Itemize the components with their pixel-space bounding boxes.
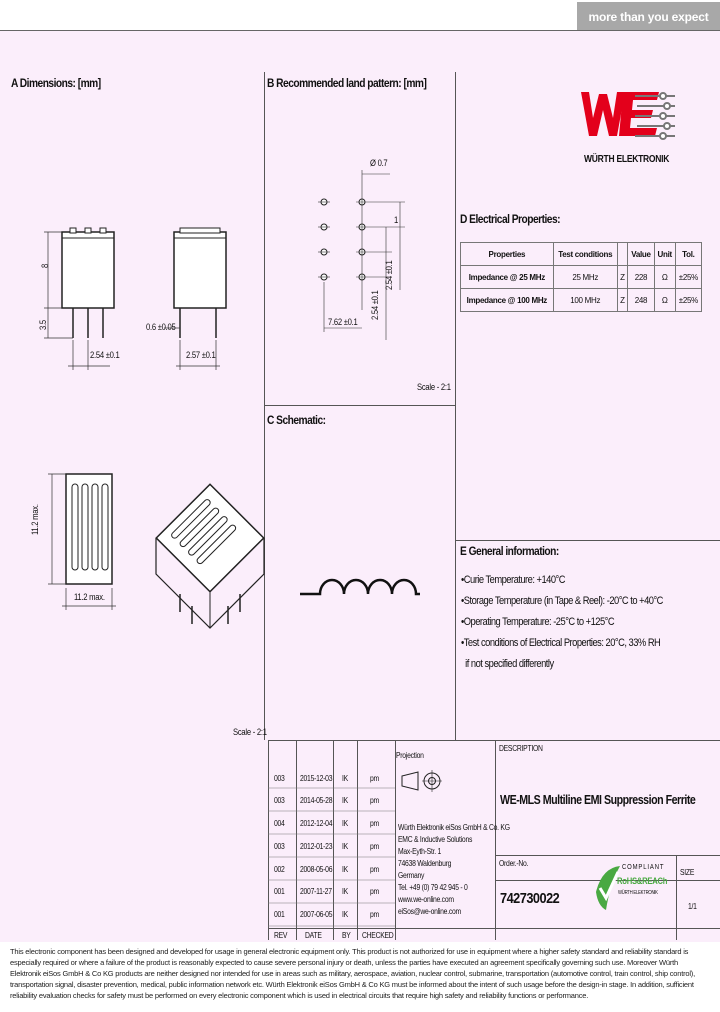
- rev-date: 2014-05-28: [300, 796, 333, 805]
- revision-grid: [268, 740, 396, 930]
- company-line: Würth Elektronik eiSos GmbH & Co. KG: [398, 823, 510, 832]
- rev-by: IK: [342, 842, 348, 851]
- table-header-row: [461, 243, 702, 266]
- land-spacing-2: 2.54 ±0.1: [384, 260, 394, 290]
- divider-b-c: [264, 405, 456, 406]
- col-tol: Tol.: [675, 243, 701, 266]
- logo-e-shape: [619, 92, 659, 136]
- rev-by: IK: [342, 774, 348, 783]
- rev: 002: [274, 865, 285, 874]
- rev: 003: [274, 774, 285, 783]
- body-side: [174, 232, 226, 308]
- cell: 248: [628, 289, 655, 312]
- rev-date: 2007-11-27: [300, 887, 332, 896]
- cell: Z: [617, 289, 627, 312]
- divider-b-d: [455, 72, 456, 740]
- list-item: •Operating Temperature: -25°C to +125°C: [461, 616, 615, 628]
- land-hole: Ø 0.7: [370, 158, 388, 168]
- body-front: [62, 232, 114, 308]
- list-item: •Test conditions of Electrical Properties: 20°C, 33% RH: [461, 637, 661, 649]
- rev-checked: pm: [370, 796, 379, 805]
- col-value: Value: [628, 243, 655, 266]
- scale-a: Scale - 2:1: [233, 727, 267, 737]
- rohs-sub: RoHS&REACh: [617, 876, 668, 886]
- cell: Z: [617, 266, 627, 289]
- projection-label: Projection: [396, 751, 424, 760]
- col-symbol: [617, 243, 627, 266]
- cell: Ω: [654, 289, 675, 312]
- rev-by: IK: [342, 910, 348, 919]
- land-pitch: 1: [394, 215, 399, 225]
- company-line: EMC & Inductive Solutions: [398, 835, 473, 844]
- electrical-table: [460, 242, 702, 312]
- rev-by: IK: [342, 796, 348, 805]
- company-line: eiSos@we-online.com: [398, 907, 461, 916]
- rev-header: REV: [274, 931, 288, 940]
- body-top: [66, 474, 112, 584]
- company-line: www.we-online.com: [398, 895, 454, 904]
- section-d-title: D Electrical Properties:: [460, 212, 561, 226]
- page-number: 1/1: [688, 902, 697, 911]
- rev-date: 2007-06-05: [300, 910, 333, 919]
- general-info-list: [461, 570, 663, 675]
- rev: 001: [274, 910, 285, 919]
- cell: 25 MHz: [553, 266, 617, 289]
- list-item: •Curie Temperature: +140°C: [461, 574, 566, 586]
- cell: ±25%: [675, 266, 701, 289]
- rev: 004: [274, 819, 285, 828]
- rev-by: IK: [342, 865, 348, 874]
- description-label: DESCRIPTION: [499, 744, 543, 753]
- body-iso: [156, 484, 263, 591]
- projection-symbol: [400, 766, 444, 796]
- tb-row: [495, 855, 720, 856]
- land-spacing-1: 2.54 ±0.1: [370, 290, 380, 320]
- rev-by: IK: [342, 887, 348, 896]
- disclaimer: This electronic component has been designed and developed for usage in general electronic equipment only. This product is not authorized for use in equipment where a higher safety standard and reliability standard is especially required or where a failure of the product is reasonably expected to cause severe personal injury or death, unless the parties have executed an agreement specifically governing such use. Moreover Würth Elektronik eiSos GmbH & Co KG products are neither designed nor intended for use in areas such as military, aerospace, aviation, nuclear control, submarine, transportation (automotive control, train control, ship control), transportation signal, disaster prevention, medical, public information network etc. Würth Elektronik eiSos GmbH & Co KG must be informed about the intent of such usage before the design-in stage. In addition, sufficient reliability evaluation checks for safety must be performed on every electronic component which is used in electrical circuits that require high safety and reliability functions or performance.: [10, 947, 695, 1000]
- dim-pin-length: 3.5: [38, 320, 48, 330]
- divider-a-b: [264, 72, 265, 740]
- order-number: 742730022: [500, 890, 560, 907]
- land-pattern: [300, 160, 450, 350]
- cell: Impedance @ 100 MHz: [461, 289, 554, 312]
- top-views: [40, 470, 260, 640]
- company-line: 74638 Waldenburg: [398, 859, 452, 868]
- top-rule: [0, 30, 720, 31]
- rev: 003: [274, 796, 285, 805]
- list-item: •Storage Temperature (in Tape & Reel): -20°C to +40°C: [461, 595, 663, 607]
- rev-date: 2012-01-23: [300, 842, 333, 851]
- side-views: [40, 228, 260, 378]
- dim-length-max: 11.2 max.: [30, 504, 40, 535]
- rev-checked: pm: [370, 910, 379, 919]
- order-label: Order.-No.: [499, 859, 529, 868]
- rev-date: 2015-12-03: [300, 774, 333, 783]
- rohs-title: COMPLIANT: [622, 864, 665, 871]
- size-label: SIZE: [680, 868, 695, 877]
- company-address: [398, 822, 510, 918]
- company-line: Max-Eyth-Str. 1: [398, 847, 442, 856]
- rev-checked: pm: [370, 865, 379, 874]
- dim-pin-pitch: 2.54 ±0.1: [90, 350, 120, 360]
- product-description: WE-MLS Multiline EMI Suppression Ferrite: [500, 792, 696, 807]
- rev-header: BY: [342, 931, 351, 940]
- cell: Impedance @ 25 MHz: [461, 266, 554, 289]
- dim-pin-diameter: 0.6 ±0.05: [146, 322, 176, 332]
- rev-checked: pm: [370, 842, 379, 851]
- rev-date: 2008-05-06: [300, 865, 333, 874]
- dim-width-max: 11.2 max.: [74, 592, 105, 602]
- cell: 100 MHz: [553, 289, 617, 312]
- rev: 003: [274, 842, 285, 851]
- section-c-title: C Schematic:: [267, 413, 326, 427]
- section-b-title: B Recommended land pattern: [mm]: [267, 76, 427, 90]
- logo-w-shape: [581, 92, 625, 136]
- col-test-conditions: Test conditions: [553, 243, 617, 266]
- table-row: [461, 289, 702, 312]
- company-line: Tel. +49 (0) 79 42 945 - 0: [398, 883, 468, 892]
- col-properties: Properties: [461, 243, 554, 266]
- company-line: Germany: [398, 871, 425, 880]
- divider-d-e: [455, 540, 720, 541]
- land-row: 7.62 ±0.1: [328, 317, 358, 327]
- tagline: more than you expect: [577, 2, 720, 32]
- col-unit: Unit: [654, 243, 675, 266]
- section-e-title: E General information:: [460, 544, 559, 558]
- section-a-title: A Dimensions: [mm]: [11, 76, 101, 90]
- rev-checked: pm: [370, 887, 379, 896]
- brand-name: WÜRTH ELEKTRONIK: [584, 154, 670, 165]
- rev-header: DATE: [305, 931, 322, 940]
- rohs-brand: WÜRTH ELEKTRONIK: [618, 890, 658, 896]
- rev-checked: pm: [370, 819, 379, 828]
- cell: 228: [628, 266, 655, 289]
- scale-b: Scale - 2:1: [417, 382, 451, 392]
- rev: 001: [274, 887, 285, 896]
- dim-height: 8: [40, 263, 50, 268]
- inductor-symbol: [300, 560, 420, 600]
- rev-date: 2012-12-04: [300, 819, 333, 828]
- table-row: [461, 266, 702, 289]
- list-item: if not specified differently: [461, 658, 554, 670]
- cell: Ω: [654, 266, 675, 289]
- rev-checked: pm: [370, 774, 379, 783]
- rev-header: CHECKED: [362, 931, 394, 940]
- dim-pin-row: 2.57 ±0.1: [186, 350, 216, 360]
- rev-by: IK: [342, 819, 348, 828]
- cell: ±25%: [675, 289, 701, 312]
